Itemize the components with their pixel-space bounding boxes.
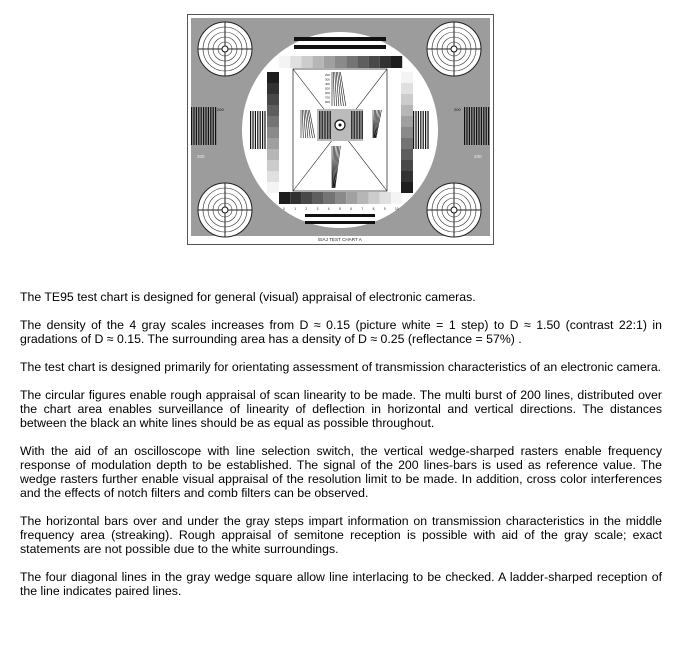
burst-label-right: 200 <box>454 107 461 112</box>
paragraph-purpose: The test chart is designed primarily for orientating assessment of transmission characteristics of an electronic camera. <box>20 360 662 374</box>
burst-line <box>425 111 426 149</box>
test-chart-image <box>187 14 494 245</box>
burst-line <box>210 107 211 145</box>
burst-line <box>466 107 467 145</box>
gray-step-bottom <box>313 192 324 204</box>
corner-circle-4 <box>427 183 481 237</box>
center-burst-line <box>327 111 328 139</box>
gray-step-left <box>267 149 279 160</box>
gray-step-left <box>267 127 279 138</box>
burst-line <box>413 111 414 149</box>
burst-line <box>486 107 487 145</box>
corner-circle-3 <box>198 183 252 237</box>
corner-circle-2 <box>427 22 481 76</box>
gray-step-left <box>267 94 279 105</box>
wedge-label: 600 <box>325 91 331 95</box>
gray-step-left <box>267 182 279 193</box>
burst-line <box>471 107 472 145</box>
wedge-label: 800 <box>325 100 331 104</box>
center-burst-line <box>330 111 331 139</box>
center-burst-line <box>325 111 326 139</box>
burst-line <box>252 111 253 149</box>
gray-step-right <box>401 116 413 127</box>
wedge-label: 500 <box>325 86 331 91</box>
center-burst-line <box>322 111 323 139</box>
paragraph-circles: The circular figures enable rough appraisal of scan linearity to be made. The multi burst of 200 lines, distributed over the chart area enables surveillance of linearity of deflection in horizontal and vertical directions. The distances between the black an white lines should be as equal as possible throughout. <box>20 388 662 430</box>
center-burst-line <box>362 111 363 139</box>
corner-circle-center <box>222 46 228 52</box>
gray-step-right <box>401 160 413 171</box>
wedge-label: 400 <box>325 82 331 86</box>
burst-line <box>193 107 194 145</box>
burst-line <box>250 111 251 149</box>
center-burst-line <box>356 111 357 139</box>
burst-line <box>427 111 428 149</box>
gray-step-bottom <box>279 192 290 204</box>
corner-circle-1 <box>198 22 252 76</box>
gray-step-right <box>401 182 413 193</box>
center-dot <box>339 124 342 127</box>
burst-line <box>191 107 192 145</box>
paragraph-diagonal-lines: The four diagonal lines in the gray wedge square allow line interlacing to be checked. A ladder-sharped reception of the line indicates paired lines. <box>20 570 662 598</box>
center-burst-line <box>319 111 320 139</box>
gray-step-left <box>267 83 279 94</box>
paragraph-density: The density of the 4 gray scales increases from D ≈ 0.15 (picture white = 1 step) to D ≈ 1.50 (contrast 22:1) in gradations of D ≈ 0.15. The surrounding area has a density of D ≈ 0.25 (reflectance = 57%) . <box>20 318 662 346</box>
burst-line <box>264 111 265 149</box>
gray-step-right <box>401 171 413 182</box>
center-burst-line <box>321 111 322 139</box>
center-burst-line <box>359 111 360 139</box>
center-burst-line <box>353 111 354 139</box>
chart-caption: EIAJ TEST CHART A <box>318 237 362 242</box>
bottom-bar-1 <box>305 214 375 217</box>
scale-number: 5 <box>339 207 341 211</box>
wedge-label: 200 <box>325 73 331 77</box>
corner-circle-center <box>222 207 228 213</box>
center-burst-line <box>324 111 325 139</box>
scale-number: 0 <box>283 207 285 211</box>
gray-step-left <box>267 116 279 127</box>
burst-line <box>203 107 204 145</box>
gray-step-bottom <box>357 192 368 204</box>
center-burst-line <box>351 111 352 139</box>
burst-line <box>262 111 263 149</box>
gray-step-top <box>335 56 346 68</box>
gray-step-left <box>267 72 279 83</box>
gray-step-bottom <box>324 192 335 204</box>
burst-line <box>481 107 482 145</box>
scale-number: 7 <box>361 207 364 211</box>
burst-line <box>215 107 216 145</box>
scale-number: 4 <box>327 207 330 211</box>
gray-step-top <box>391 56 402 68</box>
gray-step-bottom <box>369 192 380 204</box>
wedge-label: 300 <box>325 77 331 82</box>
gray-step-bottom <box>391 192 402 204</box>
gray-step-left <box>267 105 279 116</box>
scale-number: 1 <box>294 207 296 211</box>
burst-line <box>476 107 477 145</box>
burst-line <box>469 107 470 145</box>
gray-step-top <box>380 56 391 68</box>
gray-step-right <box>401 138 413 149</box>
burst-line <box>257 111 258 149</box>
burst-line <box>488 107 489 145</box>
burst-line <box>260 111 261 149</box>
scale-number: 8 <box>372 207 375 211</box>
bottom-bar-2 <box>305 221 375 224</box>
center-burst-line <box>329 111 330 139</box>
burst-line <box>420 111 421 149</box>
burst-line <box>201 107 202 145</box>
side-label-right: 200 <box>474 154 482 159</box>
burst-line <box>415 111 416 149</box>
burst-line <box>474 107 475 145</box>
scale-number: 10 <box>395 207 399 211</box>
burst-label-left: 200 <box>217 107 224 112</box>
scale-number: 9 <box>383 207 386 211</box>
gray-step-bottom <box>380 192 391 204</box>
scale-number: 2 <box>305 207 308 211</box>
gray-step-bottom <box>301 192 312 204</box>
gray-step-right <box>401 127 413 138</box>
gray-step-right <box>401 83 413 94</box>
gray-step-bottom <box>346 192 357 204</box>
side-label-left: 200 <box>197 154 205 159</box>
test-chart-figure <box>187 14 494 245</box>
top-bar-2 <box>294 45 386 49</box>
gray-step-bottom <box>335 192 346 204</box>
scale-number: 6 <box>350 207 352 211</box>
gray-step-top <box>369 56 380 68</box>
burst-line <box>196 107 197 145</box>
gray-step-top <box>346 56 357 68</box>
center-burst-line <box>357 111 358 139</box>
burst-line <box>213 107 214 145</box>
gray-step-top <box>301 56 312 68</box>
center-burst-line <box>354 111 355 139</box>
corner-circle-center <box>451 207 457 213</box>
scale-number: 3 <box>316 207 319 211</box>
gray-step-right <box>401 149 413 160</box>
gray-step-left <box>267 160 279 171</box>
wedge-label: 700 <box>325 95 331 100</box>
gray-step-bottom <box>290 192 301 204</box>
gray-step-top <box>290 56 301 68</box>
top-bar-1 <box>294 37 386 41</box>
paragraph-horizontal-bars: The horizontal bars over and under the gray steps impart information on transmission characteristics in the middle frequency area (streaking). Rough appraisal of semitone reception is possible with aid of the gray scale; exact statements are not possible due to the white surroundings. <box>20 514 662 556</box>
center-burst-line <box>361 111 362 139</box>
burst-line <box>255 111 256 149</box>
gray-step-top <box>313 56 324 68</box>
gray-step-left <box>267 138 279 149</box>
gray-step-top <box>279 56 290 68</box>
gray-step-right <box>401 105 413 116</box>
gray-step-right <box>401 72 413 83</box>
burst-line <box>198 107 199 145</box>
burst-line <box>423 111 424 149</box>
burst-line <box>208 107 209 145</box>
burst-line <box>483 107 484 145</box>
paragraph-oscilloscope: With the aid of an oscilloscope with line selection switch, the vertical wedge-sharped rasters enable frequency response of modulation depth to be established. The signal of the 200 lines-bars is used as reference value. The wedge rasters further enable visual appraisal of the resolution limit to be made. In addition, cross color interferences and the effects of notch filters and comb filters can be observed. <box>20 444 662 500</box>
description-text <box>20 290 662 598</box>
burst-line <box>464 107 465 145</box>
burst-line <box>205 107 206 145</box>
corner-circle-center <box>451 46 457 52</box>
gray-step-left <box>267 171 279 182</box>
burst-line <box>478 107 479 145</box>
gray-step-top <box>357 56 368 68</box>
paragraph-intro: The TE95 test chart is designed for general (visual) appraisal of electronic cameras. <box>20 290 476 304</box>
burst-line <box>418 111 419 149</box>
gray-step-top <box>324 56 335 68</box>
gray-step-right <box>401 94 413 105</box>
